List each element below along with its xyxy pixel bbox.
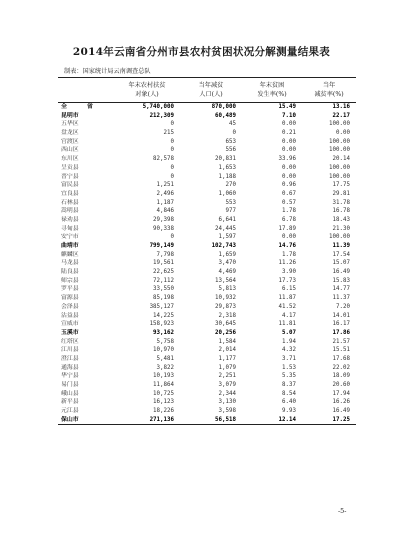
table-source-note: 制表：国家统计局云南调查总队 — [64, 68, 151, 75]
region-name-cell: 嵩明县 — [61, 208, 79, 215]
poor-population-cell: 90,338 — [153, 225, 174, 232]
column-header-reduction-rate: 当年 减贫率(%) — [302, 78, 356, 103]
reduction-rate-cell: 100.00 — [329, 147, 350, 154]
table-row — [58, 155, 356, 164]
reduction-rate-cell: 31.78 — [332, 199, 350, 206]
region-name-cell: 呈贡县 — [61, 164, 79, 171]
poverty-rate-cell: 14.76 — [278, 243, 296, 249]
poor-population-cell: 19,561 — [153, 260, 174, 267]
region-name-cell: 罗平县 — [61, 286, 79, 293]
table-row — [58, 294, 356, 303]
page-number: -5- — [338, 507, 347, 515]
reduced-population-cell: 1,079 — [218, 364, 236, 371]
poverty-rate-cell: 9.93 — [282, 408, 296, 415]
poverty-rate-cell: 11.81 — [278, 321, 296, 328]
table-row — [58, 398, 356, 407]
poor-population-cell: 5,758 — [156, 338, 174, 345]
reduction-rate-cell: 20.60 — [332, 382, 350, 388]
region-name-cell: 通海县 — [61, 364, 79, 371]
poverty-rate-cell: 6.40 — [282, 399, 296, 406]
column-header-region — [58, 78, 114, 103]
poor-population-cell: 5,740,000 — [142, 104, 174, 110]
poverty-rate-cell: 6.15 — [282, 286, 296, 293]
poverty-rate-cell: 17.73 — [278, 277, 296, 284]
poverty-rate-cell: 41.52 — [278, 303, 296, 310]
poverty-rate-cell: 0.96 — [282, 182, 296, 189]
reduced-population-cell: 5,813 — [218, 286, 236, 293]
poor-population-cell: 215 — [163, 130, 174, 137]
region-name-cell: 宣威市 — [61, 321, 79, 328]
region-name-cell: 全 省 — [61, 104, 102, 110]
column-header-poverty-rate: 年末贫困 发生率(%) — [242, 78, 302, 103]
table-row — [58, 129, 356, 138]
reduction-rate-cell: 13.16 — [332, 104, 350, 110]
page-title: 2014年云南省分州市县农村贫困状况分解测量结果表 — [72, 46, 331, 58]
reduced-population-cell: 870,000 — [211, 104, 236, 110]
reduced-population-cell: 10,932 — [215, 295, 236, 302]
table-row — [58, 146, 356, 155]
reduction-rate-cell: 14.01 — [332, 312, 350, 319]
region-name-cell: 昆明市 — [61, 112, 79, 119]
reduced-population-cell: 270 — [225, 182, 236, 189]
poor-population-cell: 0 — [170, 234, 174, 241]
poverty-rate-cell: 1.53 — [282, 364, 296, 371]
table-row — [58, 312, 356, 321]
table-row — [58, 233, 356, 242]
reduction-rate-cell: 17.94 — [332, 390, 350, 397]
table-row — [58, 181, 356, 190]
table-row — [58, 199, 356, 208]
reduction-rate-cell: 21.57 — [332, 338, 350, 345]
table-row — [58, 407, 356, 416]
reduced-population-cell: 3,079 — [218, 382, 236, 388]
reduced-population-cell: 1,177 — [218, 355, 236, 362]
poor-population-cell: 14,225 — [153, 312, 174, 319]
region-name-cell: 澄江县 — [61, 355, 79, 362]
table-row — [58, 251, 356, 260]
poverty-rate-cell: 0.00 — [282, 234, 296, 241]
table-row — [58, 138, 356, 147]
poverty-rate-cell: 0.00 — [282, 173, 296, 180]
poverty-rate-cell: 0.57 — [282, 199, 296, 206]
reduced-population-cell: 2,344 — [218, 390, 236, 397]
poverty-rate-cell: 3.90 — [282, 269, 296, 276]
reduced-population-cell: 20,256 — [215, 329, 236, 336]
poor-population-cell: 158,923 — [149, 321, 174, 328]
table-row — [58, 285, 356, 294]
reduction-rate-cell: 15.51 — [332, 347, 350, 354]
table-row — [58, 112, 356, 121]
reduced-population-cell: 45 — [229, 121, 236, 128]
table-row — [58, 268, 356, 277]
poor-population-cell: 0 — [170, 173, 174, 180]
poor-population-cell: 10,970 — [153, 347, 174, 354]
reduced-population-cell: 20,831 — [215, 156, 236, 163]
table-row — [58, 338, 356, 347]
poverty-rate-cell: 0.00 — [282, 164, 296, 171]
reduced-population-cell: 1,584 — [218, 338, 236, 345]
poor-population-cell: 33,550 — [153, 286, 174, 293]
table-row — [58, 372, 356, 381]
poor-population-cell: 11,864 — [153, 382, 174, 388]
reduction-rate-cell: 11.39 — [332, 243, 350, 249]
region-name-cell: 元江县 — [61, 408, 79, 415]
poor-population-cell: 1,187 — [156, 199, 174, 206]
reduction-rate-cell: 16.49 — [332, 269, 350, 276]
reduced-population-cell: 4,469 — [218, 269, 236, 276]
poor-population-cell: 7,798 — [156, 251, 174, 258]
reduced-population-cell: 1,597 — [218, 234, 236, 241]
reduced-population-cell: 0 — [232, 130, 236, 137]
poverty-rate-cell: 3.71 — [282, 355, 296, 362]
table-row — [58, 225, 356, 234]
poverty-rate-cell: 4.32 — [282, 347, 296, 354]
poverty-rate-cell: 8.37 — [282, 382, 296, 388]
table-row — [58, 416, 356, 425]
region-name-cell: 麒麟区 — [61, 251, 79, 258]
table-body — [58, 103, 356, 425]
region-name-cell: 石林县 — [61, 199, 79, 206]
poor-population-cell: 10,193 — [153, 373, 174, 380]
poor-population-cell: 93,162 — [153, 329, 174, 336]
reduced-population-cell: 2,318 — [218, 312, 236, 319]
region-name-cell: 华宁县 — [61, 373, 79, 380]
region-name-cell: 峨山县 — [61, 390, 79, 397]
reduction-rate-cell: 20.14 — [332, 156, 350, 163]
table-row — [58, 242, 356, 251]
reduction-rate-cell: 22.02 — [332, 364, 350, 371]
table-row — [58, 259, 356, 268]
poor-population-cell: 18,226 — [153, 408, 174, 415]
reduced-population-cell: 556 — [225, 147, 236, 154]
reduced-population-cell: 60,489 — [215, 112, 236, 119]
reduction-rate-cell: 22.17 — [332, 112, 350, 119]
region-name-cell: 曲靖市 — [61, 243, 79, 249]
region-name-cell: 保山市 — [58, 416, 114, 425]
poverty-rate-cell: 8.54 — [282, 390, 296, 397]
region-name-cell: 官渡区 — [61, 138, 79, 145]
table-row — [58, 190, 356, 199]
poor-population-cell: 22,625 — [153, 269, 174, 276]
table-row — [58, 164, 356, 173]
region-name-cell: 师宗县 — [61, 277, 79, 284]
reduction-rate-cell: 17.86 — [332, 329, 350, 336]
reduced-population-cell: 3,470 — [218, 260, 236, 267]
reduction-rate-cell: 15.07 — [332, 260, 350, 267]
reduction-rate-cell: 16.17 — [332, 321, 350, 328]
region-name-cell: 新平县 — [61, 399, 79, 406]
table-row — [58, 364, 356, 373]
reduced-population-cell: 24,445 — [215, 225, 236, 232]
reduced-population-cell: 1,188 — [218, 173, 236, 180]
reduction-rate-cell: 11.37 — [332, 295, 350, 302]
poor-population-cell: 72,112 — [153, 277, 174, 284]
reduction-rate-cell: 14.77 — [332, 286, 350, 293]
poverty-rate-cell: 12.14 — [242, 416, 302, 425]
reduction-rate-cell: 18.09 — [332, 373, 350, 380]
table-row — [58, 216, 356, 225]
poor-population-cell: 0 — [170, 164, 174, 171]
region-name-cell: 寻甸县 — [61, 225, 79, 232]
poor-population-cell: 3,822 — [156, 364, 174, 371]
reduction-rate-cell: 16.49 — [332, 408, 350, 415]
poverty-table — [58, 77, 356, 425]
region-name-cell: 沾益县 — [61, 312, 79, 319]
poverty-rate-cell: 15.49 — [278, 104, 296, 110]
poor-population-cell: 2,496 — [156, 190, 174, 197]
reduction-rate-cell: 17.75 — [332, 182, 350, 189]
reduced-population-cell: 30,645 — [215, 321, 236, 328]
poverty-rate-cell: 11.26 — [278, 260, 296, 267]
column-header-reduced-population: 当年减贫 人口(人) — [180, 78, 242, 103]
poor-population-cell: 5,481 — [156, 355, 174, 362]
reduction-rate-cell: 100.00 — [329, 234, 350, 241]
reduction-rate-cell: 0.00 — [336, 130, 350, 137]
reduced-population-cell: 3,130 — [218, 399, 236, 406]
poor-population-cell: 16,123 — [153, 399, 174, 406]
reduced-population-cell: 6,641 — [218, 216, 236, 223]
poor-population-cell: 10,725 — [153, 390, 174, 397]
region-name-cell: 西山区 — [61, 147, 79, 154]
table-row — [58, 120, 356, 129]
poor-population-cell: 82,578 — [153, 156, 174, 163]
region-name-cell: 富源县 — [61, 295, 79, 302]
reduced-population-cell: 56,518 — [180, 416, 242, 425]
poverty-rate-cell: 1.78 — [282, 208, 296, 215]
poverty-rate-cell: 0.67 — [282, 190, 296, 197]
reduced-population-cell: 1,659 — [218, 251, 236, 258]
poverty-rate-cell: 17.89 — [278, 225, 296, 232]
reduced-population-cell: 13,564 — [215, 277, 236, 284]
region-name-cell: 晋宁县 — [61, 173, 79, 180]
reduction-rate-cell: 21.30 — [332, 225, 350, 232]
poor-population-cell: 799,149 — [149, 243, 174, 249]
region-name-cell: 江川县 — [61, 347, 79, 354]
poverty-rate-cell: 4.17 — [282, 312, 296, 319]
reduction-rate-cell: 100.00 — [329, 138, 350, 145]
reduction-rate-cell: 100.00 — [329, 121, 350, 128]
region-name-cell: 五华区 — [61, 121, 79, 128]
table-row — [58, 173, 356, 182]
poor-population-cell: 1,251 — [156, 182, 174, 189]
region-name-cell: 富民县 — [61, 182, 79, 189]
reduction-rate-cell: 17.25 — [302, 416, 356, 425]
reduced-population-cell: 102,743 — [211, 243, 236, 249]
poverty-rate-cell: 0.21 — [282, 130, 296, 137]
reduction-rate-cell: 100.00 — [329, 164, 350, 171]
reduced-population-cell: 977 — [225, 208, 236, 215]
table-row — [58, 381, 356, 390]
reduced-population-cell: 1,653 — [218, 164, 236, 171]
poverty-rate-cell: 7.10 — [282, 112, 296, 119]
reduction-rate-cell: 16.78 — [332, 208, 350, 215]
table-row — [58, 320, 356, 329]
region-name-cell: 盘龙区 — [61, 130, 79, 137]
region-name-cell: 陆良县 — [61, 269, 79, 276]
poor-population-cell: 271,136 — [114, 416, 180, 425]
table-row — [58, 277, 356, 286]
region-name-cell: 易门县 — [61, 382, 79, 388]
reduced-population-cell: 2,014 — [218, 347, 236, 354]
table-row — [58, 303, 356, 312]
reduction-rate-cell: 16.26 — [332, 399, 350, 406]
table-row — [58, 346, 356, 355]
reduced-population-cell: 29,873 — [215, 303, 236, 310]
region-name-cell: 红塔区 — [61, 338, 79, 345]
poverty-rate-cell: 1.94 — [282, 338, 296, 345]
reduced-population-cell: 553 — [225, 199, 236, 206]
reduced-population-cell: 3,598 — [218, 408, 236, 415]
poor-population-cell: 385,127 — [149, 303, 174, 310]
poverty-rate-cell: 33.96 — [278, 156, 296, 163]
reduced-population-cell: 1,060 — [218, 190, 236, 197]
poverty-rate-cell: 1.78 — [282, 251, 296, 258]
region-name-cell: 宜良县 — [61, 190, 79, 197]
reduced-population-cell: 653 — [225, 138, 236, 145]
poverty-rate-cell: 6.78 — [282, 216, 296, 223]
poverty-rate-cell: 11.87 — [278, 295, 296, 302]
poor-population-cell: 0 — [170, 147, 174, 154]
table-row — [58, 355, 356, 364]
table-row — [58, 390, 356, 399]
column-header-poor-population: 年末农村扶贫 对象(人) — [114, 78, 180, 103]
region-name-cell: 马龙县 — [61, 260, 79, 267]
poverty-rate-cell: 5.35 — [282, 373, 296, 380]
reduction-rate-cell: 100.00 — [329, 173, 350, 180]
poor-population-cell: 29,398 — [153, 216, 174, 223]
poverty-rate-cell: 5.07 — [282, 329, 296, 336]
poor-population-cell: 0 — [170, 138, 174, 145]
table-header-row — [58, 78, 356, 103]
table-row — [58, 207, 356, 216]
reduction-rate-cell: 18.43 — [332, 216, 350, 223]
table-row — [58, 103, 356, 112]
region-name-cell: 玉溪市 — [61, 329, 79, 336]
reduction-rate-cell: 7.20 — [336, 303, 350, 310]
poverty-rate-cell: 0.00 — [282, 147, 296, 154]
poor-population-cell: 212,309 — [149, 112, 174, 119]
poverty-rate-cell: 0.00 — [282, 138, 296, 145]
poor-population-cell: 85,198 — [153, 295, 174, 302]
reduction-rate-cell: 29.81 — [332, 190, 350, 197]
table-row — [58, 329, 356, 338]
region-name-cell: 禄劝县 — [61, 216, 79, 223]
region-name-cell: 东川区 — [61, 156, 79, 163]
poverty-rate-cell: 0.00 — [282, 121, 296, 128]
poor-population-cell: 4,846 — [156, 208, 174, 215]
reduction-rate-cell: 17.68 — [332, 355, 350, 362]
reduction-rate-cell: 15.83 — [332, 277, 350, 284]
poor-population-cell: 0 — [170, 121, 174, 128]
region-name-cell: 会泽县 — [61, 303, 79, 310]
region-name-cell: 安宁市 — [61, 234, 79, 241]
reduced-population-cell: 2,251 — [218, 373, 236, 380]
poverty-table-container — [58, 77, 356, 425]
reduction-rate-cell: 17.54 — [332, 251, 350, 258]
